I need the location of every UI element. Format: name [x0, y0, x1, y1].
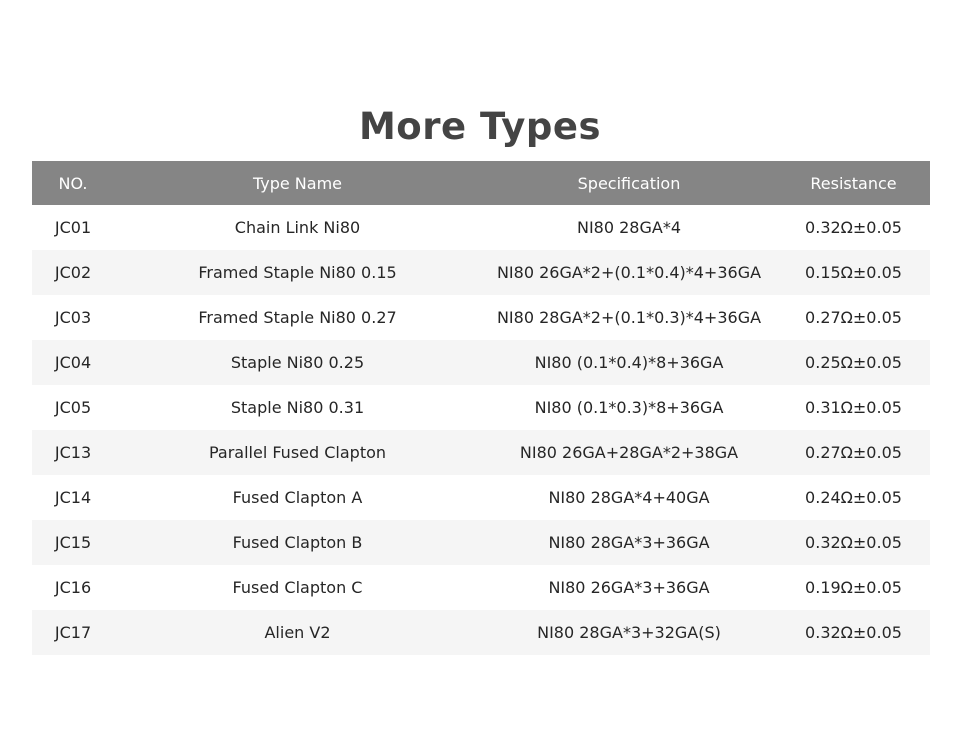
table-row — [32, 340, 930, 385]
cell-resistance: 0.32Ω±0.05 — [777, 205, 930, 250]
cell-no: JC01 — [32, 205, 114, 250]
cell-type-name: Fused Clapton C — [114, 565, 481, 610]
cell-specification: NI80 28GA*3+36GA — [481, 520, 777, 565]
table-row — [32, 475, 930, 520]
cell-type-name: Staple Ni80 0.31 — [114, 385, 481, 430]
types-table — [32, 161, 930, 655]
table-row — [32, 520, 930, 565]
cell-no: JC13 — [32, 430, 114, 475]
cell-type-name: Alien V2 — [114, 610, 481, 655]
cell-resistance: 0.31Ω±0.05 — [777, 385, 930, 430]
table-row — [32, 610, 930, 655]
cell-type-name: Framed Staple Ni80 0.27 — [114, 295, 481, 340]
table-row — [32, 250, 930, 295]
cell-no: JC05 — [32, 385, 114, 430]
cell-resistance: 0.27Ω±0.05 — [777, 295, 930, 340]
table-row — [32, 385, 930, 430]
cell-specification: NI80 26GA*2+(0.1*0.4)*4+36GA — [481, 250, 777, 295]
cell-type-name: Fused Clapton A — [114, 475, 481, 520]
cell-type-name: Framed Staple Ni80 0.15 — [114, 250, 481, 295]
cell-specification: NI80 28GA*2+(0.1*0.3)*4+36GA — [481, 295, 777, 340]
header-specification: Specification — [481, 161, 777, 205]
cell-type-name: Chain Link Ni80 — [114, 205, 481, 250]
table-row — [32, 430, 930, 475]
cell-resistance: 0.27Ω±0.05 — [777, 430, 930, 475]
cell-no: JC02 — [32, 250, 114, 295]
cell-resistance: 0.25Ω±0.05 — [777, 340, 930, 385]
header-no: NO. — [32, 161, 114, 205]
table-row — [32, 205, 930, 250]
cell-resistance: 0.32Ω±0.05 — [777, 610, 930, 655]
cell-no: JC03 — [32, 295, 114, 340]
cell-no: JC14 — [32, 475, 114, 520]
header-resistance: Resistance — [777, 161, 930, 205]
cell-type-name: Parallel Fused Clapton — [114, 430, 481, 475]
header-type-name: Type Name — [114, 161, 481, 205]
cell-no: JC17 — [32, 610, 114, 655]
cell-specification: NI80 (0.1*0.4)*8+36GA — [481, 340, 777, 385]
cell-specification: NI80 (0.1*0.3)*8+36GA — [481, 385, 777, 430]
table-header-row — [32, 161, 930, 205]
cell-resistance: 0.15Ω±0.05 — [777, 250, 930, 295]
page-title: More Types — [358, 104, 602, 148]
cell-specification: NI80 28GA*3+32GA(S) — [481, 610, 777, 655]
cell-specification: NI80 26GA+28GA*2+38GA — [481, 430, 777, 475]
cell-resistance: 0.32Ω±0.05 — [777, 520, 930, 565]
table-row — [32, 565, 930, 610]
cell-resistance: 0.19Ω±0.05 — [777, 565, 930, 610]
cell-specification: NI80 26GA*3+36GA — [481, 565, 777, 610]
cell-specification: NI80 28GA*4+40GA — [481, 475, 777, 520]
cell-no: JC15 — [32, 520, 114, 565]
cell-no: JC16 — [32, 565, 114, 610]
cell-type-name: Staple Ni80 0.25 — [114, 340, 481, 385]
table-row — [32, 295, 930, 340]
cell-specification: NI80 28GA*4 — [481, 205, 777, 250]
cell-resistance: 0.24Ω±0.05 — [777, 475, 930, 520]
cell-type-name: Fused Clapton B — [114, 520, 481, 565]
cell-no: JC04 — [32, 340, 114, 385]
